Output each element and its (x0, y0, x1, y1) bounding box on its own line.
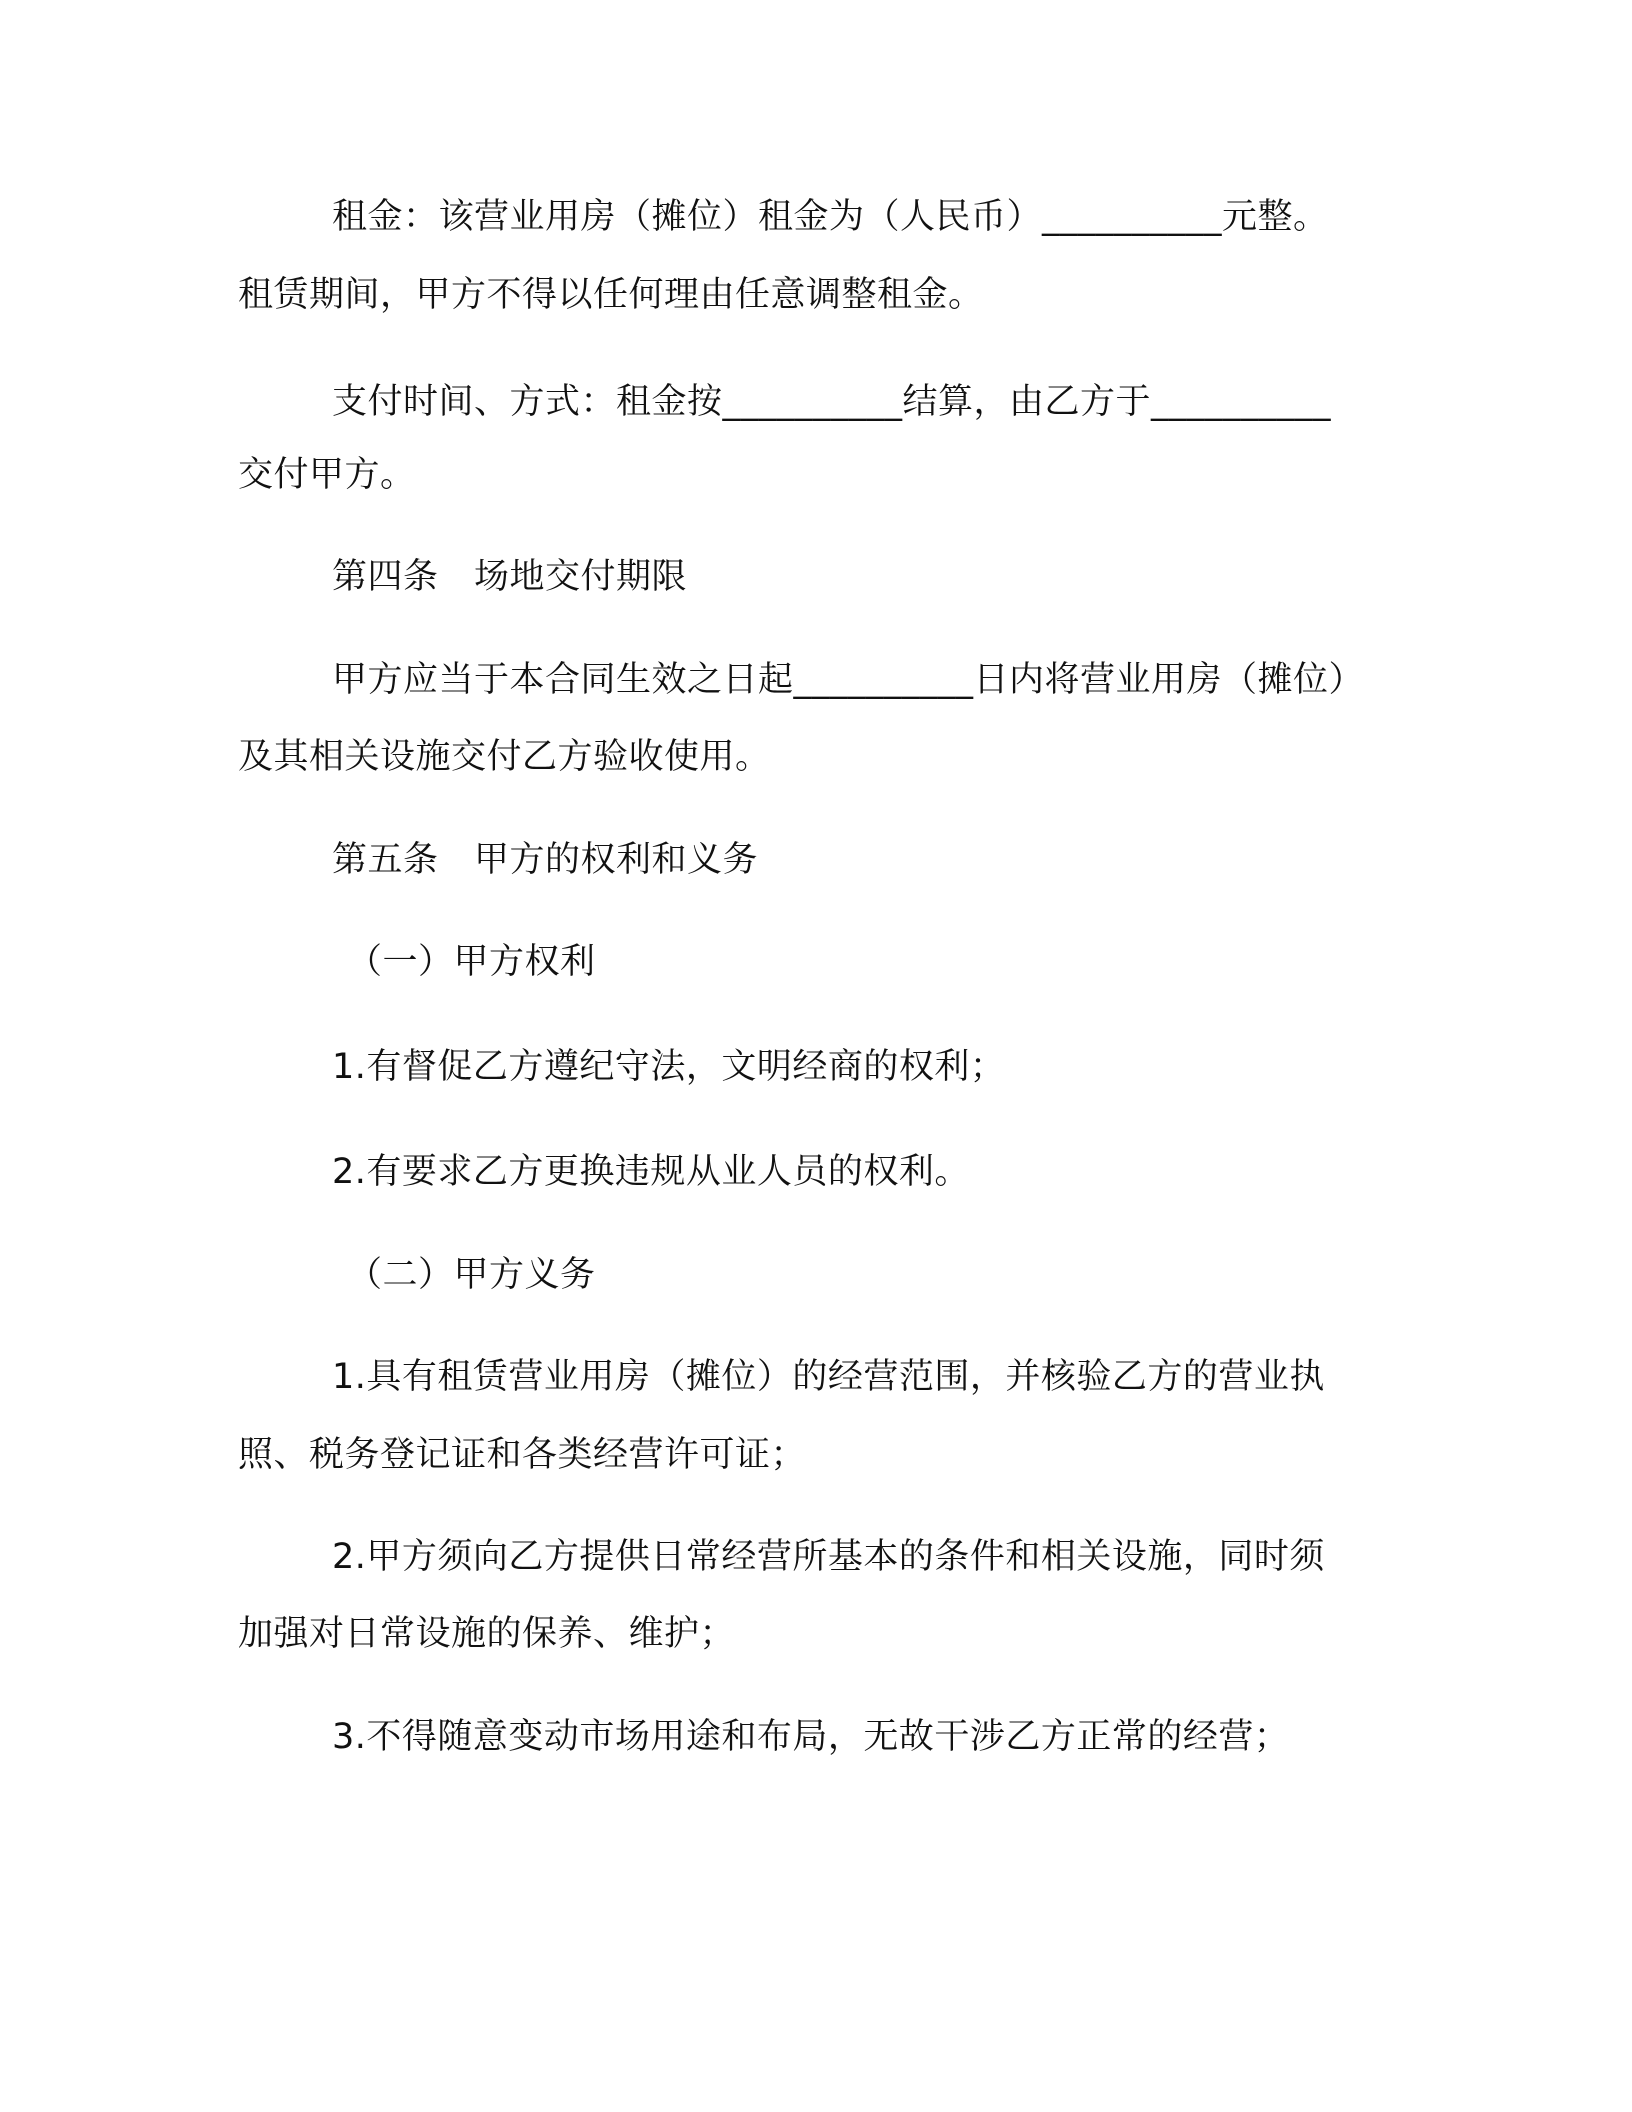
duties-item-1: 1.具有租赁营业用房（摊位）的经营范围，并核验乙方的营业执 (332, 1357, 1325, 1397)
rights-item-1: 1.有督促乙方遵纪守法，文明经商的权利； (332, 1047, 1006, 1087)
duties-item-1-cont: 照、税务登记证和各类经营许可证； (238, 1435, 807, 1475)
party-a-rights-heading: （一）甲方权利 (347, 942, 596, 982)
payment-method-line: 支付时间、方式：租金按__________结算，由乙方于__________ (332, 382, 1332, 422)
duties-item-2-cont: 加强对日常设施的保养、维护； (238, 1614, 736, 1654)
rent-amount-line: 租金：该营业用房（摊位）租金为（人民币）__________元整。 (332, 197, 1329, 237)
rights-item-2: 2.有要求乙方更换违规从业人员的权利。 (332, 1152, 970, 1192)
duties-item-3: 3.不得随意变动市场用途和布局，无故干涉乙方正常的经营； (332, 1717, 1290, 1757)
article-five-heading: 第五条 甲方的权利和义务 (332, 840, 759, 880)
party-a-duties-heading: （二）甲方义务 (347, 1255, 596, 1295)
delivery-term-line: 甲方应当于本合同生效之日起__________日内将营业用房（摊位） (332, 660, 1365, 700)
duties-item-2: 2.甲方须向乙方提供日常经营所基本的条件和相关设施，同时须 (332, 1537, 1325, 1577)
payment-method-line-cont: 交付甲方。 (238, 455, 416, 495)
delivery-term-line-cont: 及其相关设施交付乙方验收使用。 (238, 737, 771, 777)
article-four-heading: 第四条 场地交付期限 (332, 557, 688, 597)
rent-adjust-line: 租赁期间，甲方不得以任何理由任意调整租金。 (238, 275, 984, 315)
